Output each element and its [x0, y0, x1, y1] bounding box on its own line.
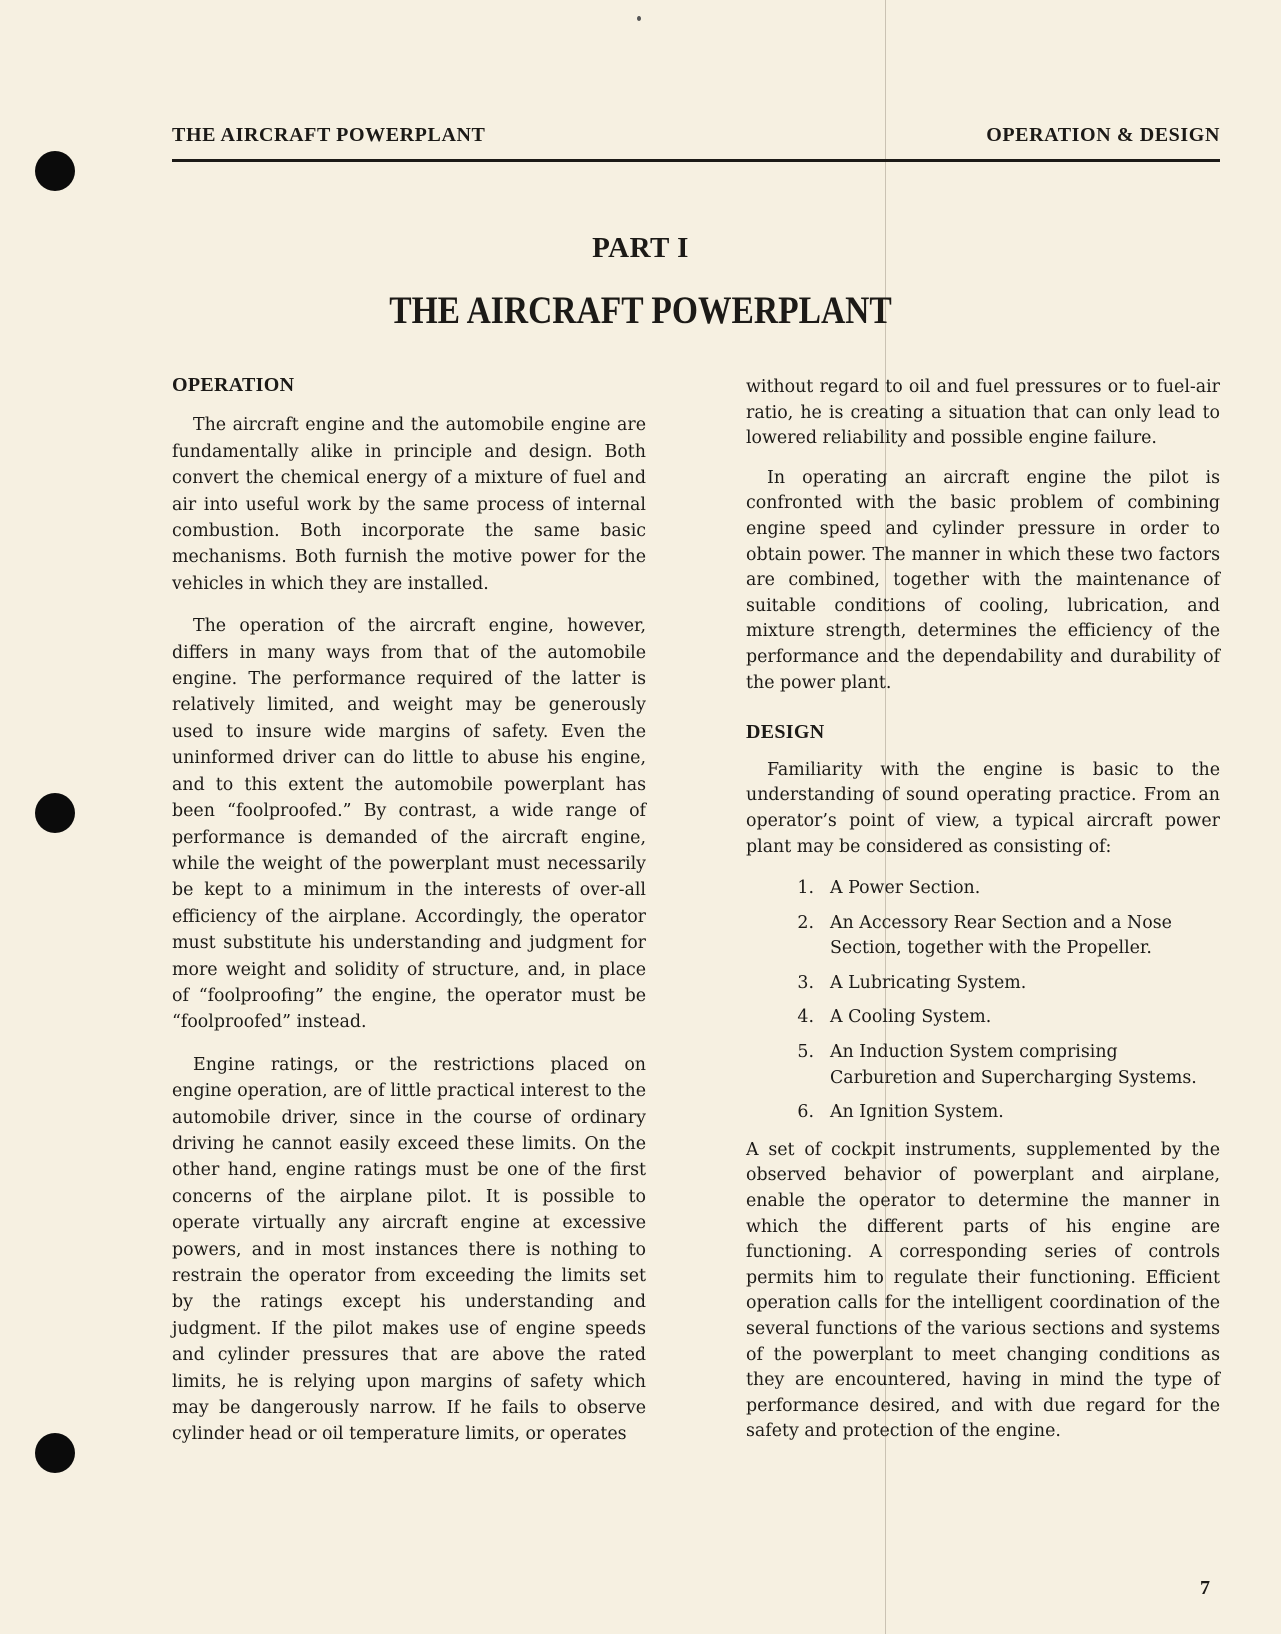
section-heading-design: DESIGN [746, 721, 825, 744]
paragraph: In operating an aircraft engine the pilot is confronted with the basic problem of combining engine speed and cylinder pressure in order to obtain power. The manner in which these two factors are combined, together with the maintenance of suitable conditions of cooling, lubrication, and mixture strength, determines the efficiency of the performance and the dependability and durability of the power plant. [746, 467, 1220, 693]
system-list [746, 876, 1220, 1126]
paragraph: A set of cockpit instruments, supplemented by the observed behavior of powerplant and airplane, enable the operator to determine the manner in which the different parts of his engine are functioning. A corresponding series of controls permits him to regulate their functioning. Efficient operation calls for the intelligent coordination of the several functions of the various sections and systems of the powerplant to meet changing conditions as they are encountered, having in mind the type of performance desired, and with due regard for the safety and protection of the engine. [746, 1139, 1220, 1442]
list-item-number: 2. [797, 912, 814, 933]
header-right: OPERATION & DESIGN [986, 124, 1220, 146]
list-item [746, 911, 1220, 962]
list-item-text: A Power Section. [830, 878, 981, 899]
list-item [746, 971, 1220, 997]
list-item-text: An Ignition System. [830, 1102, 1004, 1123]
part-label: PART I [592, 232, 689, 264]
list-item-text: An Accessory Rear Section and a Nose Section, together with the Propeller. [830, 912, 1172, 959]
list-item-number: 5. [797, 1042, 814, 1063]
header-left: THE AIRCRAFT POWERPLANT [172, 124, 486, 146]
paragraph: Familiarity with the engine is basic to the understanding of sound operating practice. From an operator’s point of view, a typical aircraft power plant may be considered as consisting of: [746, 759, 1220, 857]
left-column [172, 372, 646, 1464]
page-number: 7 [1200, 1577, 1210, 1599]
paragraph-continuation: without regard to oil and fuel pressures or to fuel-air ratio, he is creating a situation that can only lead to lowered reliability and possible engine failure. [746, 377, 1220, 449]
binder-hole-middle [35, 793, 75, 833]
list-item [746, 1100, 1220, 1126]
list-item-text: A Cooling System. [830, 1007, 992, 1028]
section-heading-operation: OPERATION [172, 374, 295, 396]
list-item-text: A Lubricating System. [830, 972, 1027, 993]
binder-hole-bottom [35, 1433, 75, 1473]
list-item-number: 3. [797, 972, 814, 993]
paragraph: Engine ratings, or the restrictions placed on engine operation, are of little practical interest to the automobile driver, since in the course of ordinary driving he cannot easily exceed these limits. On the other hand, engine ratings must be one of the first concerns of the airplane pilot. It is possible to operate virtually any aircraft engine at excessive powers, and in most instances there is nothing to restrain the operator from exceeding the limits set by the ratings except his understanding and judgment. If the pilot makes use of engine speeds and cylinder pressures that are above the rated limits, he is relying upon margins of safety which may be dangerously narrow. If he fails to observe cylinder head or oil temperature limits, or operates [172, 1054, 646, 1445]
list-item-number: 6. [797, 1102, 814, 1123]
running-header [172, 124, 1220, 147]
header-rule [172, 159, 1220, 162]
paragraph: The aircraft engine and the automobile engine are fundamentally alike in principle and design. Both convert the chemical energy of a mixture of fuel and air into useful work by the same process of internal combustion. Both incorporate the same basic mechanisms. Both furnish the motive power for the vehicles in which they are installed. [172, 415, 646, 594]
binder-hole-top [35, 151, 75, 191]
paper-speck [637, 16, 641, 21]
list-item [746, 1040, 1220, 1091]
list-item [746, 876, 1220, 902]
paragraph: The operation of the aircraft engine, however, differs in many ways from that of the automobile engine. The performance required of the latter is relatively limited, and weight may be generously used to insure wide margins of safety. Even the uninformed driver can do little to abuse his engine, and to this extent the automobile powerplant has been “foolproofed.” By contrast, a wide range of performance is demanded of the aircraft engine, while the weight of the powerplant must necessarily be kept to a minimum in the interests of over-all efficiency of the airplane. Accordingly, the operator must substitute his understanding and judgment for more weight and solidity of structure, and, in place of “foolproofing” the engine, the operator must be “foolproofed” instead. [172, 616, 646, 1033]
list-item-number: 1. [797, 878, 814, 899]
page-title: THE AIRCRAFT POWERPLANT [389, 289, 892, 332]
right-column [746, 375, 1220, 1461]
list-item [746, 1005, 1220, 1031]
list-item-text: An Induction System comprising Carburetion and Supercharging Systems. [830, 1042, 1197, 1088]
list-item-number: 4. [797, 1007, 814, 1028]
